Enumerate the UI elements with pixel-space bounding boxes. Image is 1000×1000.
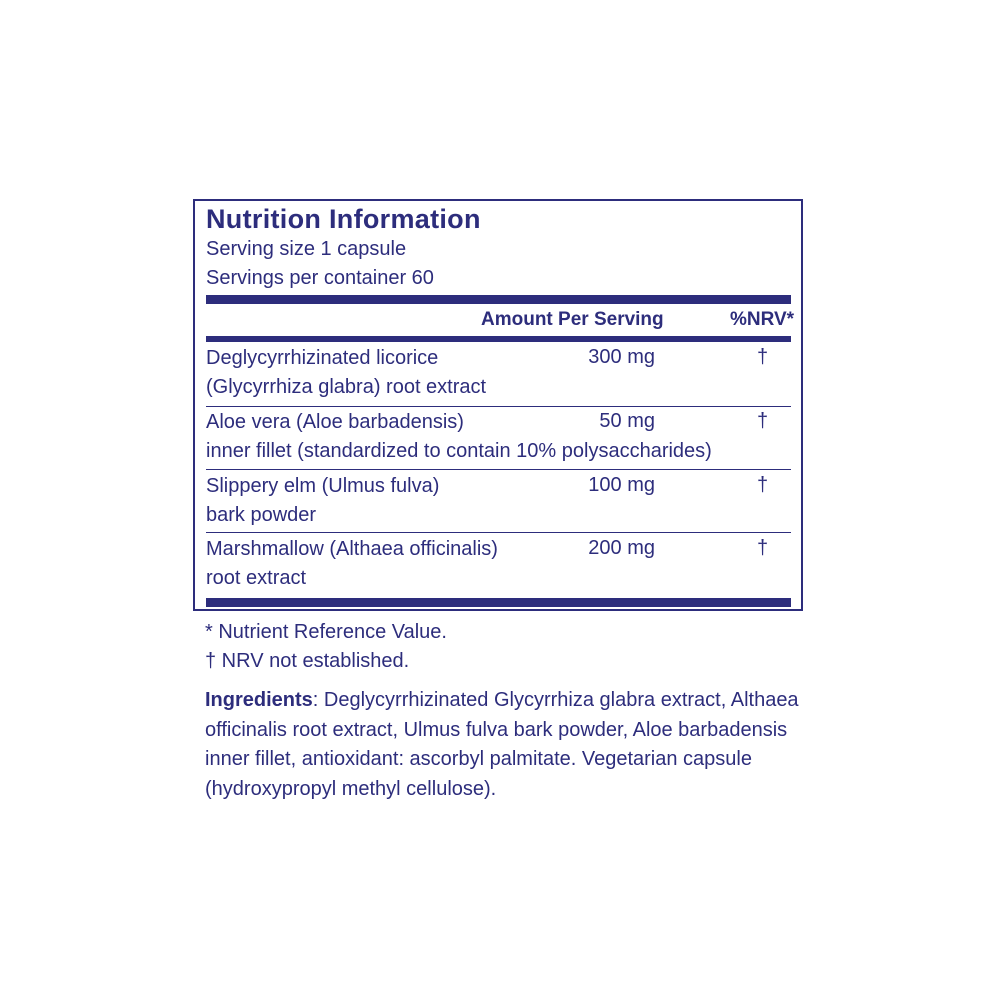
header-bar-top [206, 295, 791, 304]
row-nrv: † [757, 537, 769, 559]
row-ingredient-line2: inner fillet (standardized to contain 10% polysaccharides) [206, 440, 712, 462]
row-nrv: † [757, 474, 769, 496]
row-ingredient-line1: Marshmallow (Althaea officinalis) [206, 538, 498, 560]
panel-title: Nutrition Information [206, 204, 481, 234]
ingredients-block [205, 686, 805, 804]
ingredients-label: Ingredients [205, 689, 313, 711]
nrv-header: %NRV* [730, 309, 795, 330]
header-bar-bottom [206, 336, 791, 342]
row-amount: 100 mg [588, 474, 655, 496]
ingredients-text: : Deglycyrrhizinated Glycyrrhiza glabra extract, Althaea officinalis root extract, Ulmus fulva bark powder, Aloe barbadensis inner fillet, antioxidant: ascorbyl palmitate. Vegetarian capsule (hydroxypropyl methyl cellulose). [205, 689, 799, 800]
row-ingredient-line1: Aloe vera (Aloe barbadensis) [206, 411, 464, 433]
row-divider [206, 406, 791, 407]
row-ingredient-line2: (Glycyrrhiza glabra) root extract [206, 376, 487, 398]
row-nrv: † [757, 346, 769, 368]
row-divider [206, 469, 791, 470]
nutrition-panel [193, 199, 803, 611]
footnote-dagger: † NRV not established. [205, 650, 410, 672]
row-ingredient-line2: root extract [206, 567, 307, 589]
serving-size: Serving size 1 capsule [206, 238, 407, 260]
amount-header: Amount Per Serving [481, 309, 664, 330]
row-amount: 50 mg [599, 410, 655, 432]
footer-bar [206, 598, 791, 607]
servings-per-container: Servings per container 60 [206, 267, 434, 289]
row-ingredient-line1: Slippery elm (Ulmus fulva) [206, 475, 440, 497]
row-amount: 200 mg [588, 537, 655, 559]
footnote-nrv: * Nutrient Reference Value. [205, 621, 447, 643]
row-nrv: † [757, 410, 769, 432]
row-ingredient-line2: bark powder [206, 504, 317, 526]
row-ingredient-line1: Deglycyrrhizinated licorice [206, 347, 439, 369]
row-divider [206, 532, 791, 533]
row-amount: 300 mg [588, 346, 655, 368]
